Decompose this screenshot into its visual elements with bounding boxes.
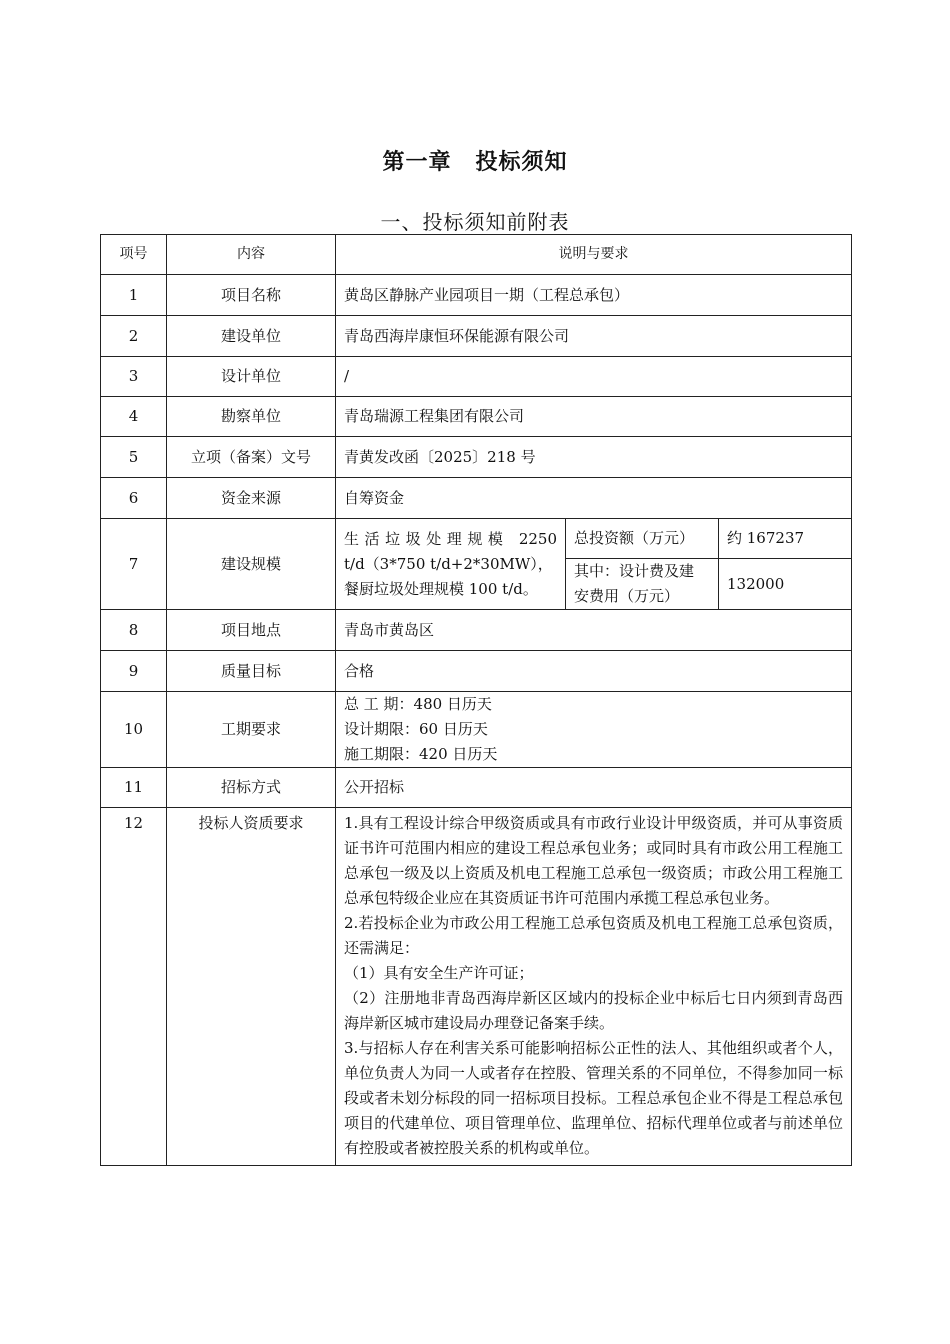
- qualification-para-5: 3.与招标人存在利害关系可能影响招标公正性的法人、其他组织或者个人，单位负责人为同一人或者存在控股、管理关系的不同单位，不得参加同一标段或者未划分标段的同一招标项目投标。工程总承包企业不得是工程总承包项目的代建单位、项目管理单位、监理单位、招标代理单位或者与前述单位有控股或者被控股关系的机构或单位。: [344, 1039, 843, 1157]
- row-desc: 青岛市黄岛区: [336, 610, 852, 651]
- qualification-desc: [336, 808, 852, 1166]
- qualification-para-4: （2）注册地非青岛西海岸新区区域内的投标企业中标后七日内须到青岛西海岸新区城市建设局办理登记备案手续。: [344, 989, 843, 1032]
- design-construction-fee-label: [566, 559, 719, 610]
- row-no: 7: [101, 519, 167, 610]
- chapter-heading: 投标须知: [475, 150, 568, 175]
- chapter-title: [0, 145, 950, 176]
- row-no: 10: [101, 692, 167, 768]
- table-row: [101, 478, 852, 519]
- row-no: 12: [101, 808, 167, 1166]
- section-title: 一、投标须知前附表: [380, 210, 570, 234]
- header-desc: 说明与要求: [336, 235, 852, 275]
- table-row-qualification: [101, 808, 852, 1166]
- fee-label-line-2: 安费用（万元）: [574, 587, 680, 605]
- table-row: [101, 437, 852, 478]
- table-row: [101, 651, 852, 692]
- scale-desc: [336, 519, 566, 610]
- qualification-para-2: 2.若投标企业为市政公用工程施工总承包资质及机电工程施工总承包资质，还需满足：: [344, 914, 843, 957]
- row-item: 投标人资质要求: [167, 808, 336, 1166]
- table-row: [101, 357, 852, 397]
- scale-line-3: 餐厨垃圾处理规模 100 t/d。: [344, 579, 538, 598]
- row-desc: 黄岛区静脉产业园项目一期（工程总承包）: [336, 275, 852, 316]
- row-desc: 公开招标: [336, 768, 852, 808]
- row-no: 1: [101, 275, 167, 316]
- chapter-number: 第一章: [382, 150, 452, 175]
- row-item: 设计单位: [167, 357, 336, 397]
- schedule-total: 总 工 期：480 日历天: [344, 695, 492, 713]
- row-desc: /: [336, 357, 852, 397]
- row-no: 6: [101, 478, 167, 519]
- total-investment-value: 约 167237: [719, 519, 852, 559]
- row-desc: 合格: [336, 651, 852, 692]
- row-no: 11: [101, 768, 167, 808]
- table-row: [101, 610, 852, 651]
- row-no: 9: [101, 651, 167, 692]
- row-desc: 自筹资金: [336, 478, 852, 519]
- row-item: 立项（备案）文号: [167, 437, 336, 478]
- row-no: 4: [101, 397, 167, 437]
- row-item: 建设规模: [167, 519, 336, 610]
- table-row: [101, 397, 852, 437]
- table-row: [101, 316, 852, 357]
- row-item: 招标方式: [167, 768, 336, 808]
- row-item: 勘察单位: [167, 397, 336, 437]
- header-no: 项号: [101, 235, 167, 275]
- row-item: 工期要求: [167, 692, 336, 768]
- row-item: 质量目标: [167, 651, 336, 692]
- row-desc: 青岛瑞源工程集团有限公司: [336, 397, 852, 437]
- schedule-construction: 施工期限：420 日历天: [344, 745, 498, 763]
- table-row: [101, 768, 852, 808]
- table-row-scale: [101, 519, 852, 559]
- bidding-info-table: [100, 234, 852, 1166]
- row-item: 建设单位: [167, 316, 336, 357]
- total-investment-label: 总投资额（万元）: [566, 519, 719, 559]
- qualification-para-3: （1）具有安全生产许可证；: [344, 964, 534, 982]
- table-row: [101, 275, 852, 316]
- fee-label-line-1: 其中：设计费及建: [574, 562, 695, 580]
- row-item: 资金来源: [167, 478, 336, 519]
- row-no: 3: [101, 357, 167, 397]
- row-desc: 青黄发改函〔2025〕218 号: [336, 437, 852, 478]
- schedule-design: 设计期限：60 日历天: [344, 720, 488, 738]
- row-no: 8: [101, 610, 167, 651]
- schedule-desc: [336, 692, 852, 768]
- row-item: 项目名称: [167, 275, 336, 316]
- design-construction-fee-value: 132000: [719, 559, 852, 610]
- row-no: 2: [101, 316, 167, 357]
- table-row-schedule: [101, 692, 852, 768]
- row-item: 项目地点: [167, 610, 336, 651]
- scale-line-2: t/d（3*750 t/d+2*30MW），: [344, 554, 553, 573]
- header-item: 内容: [167, 235, 336, 275]
- row-desc: 青岛西海岸康恒环保能源有限公司: [336, 316, 852, 357]
- table-header-row: [101, 235, 852, 275]
- qualification-para-1: 1.具有工程设计综合甲级资质或具有市政行业设计甲级资质，并可从事资质证书许可范围内相应的建设工程总承包业务；或同时具有市政公用工程施工总承包一级及以上资质及机电工程施工总承包一级资质；市政公用工程施工总承包特级企业应在其资质证书许可范围内承揽工程总承包业务。: [344, 814, 843, 907]
- scale-line-1: 生活垃圾处理规模 2250: [344, 529, 557, 548]
- row-no: 5: [101, 437, 167, 478]
